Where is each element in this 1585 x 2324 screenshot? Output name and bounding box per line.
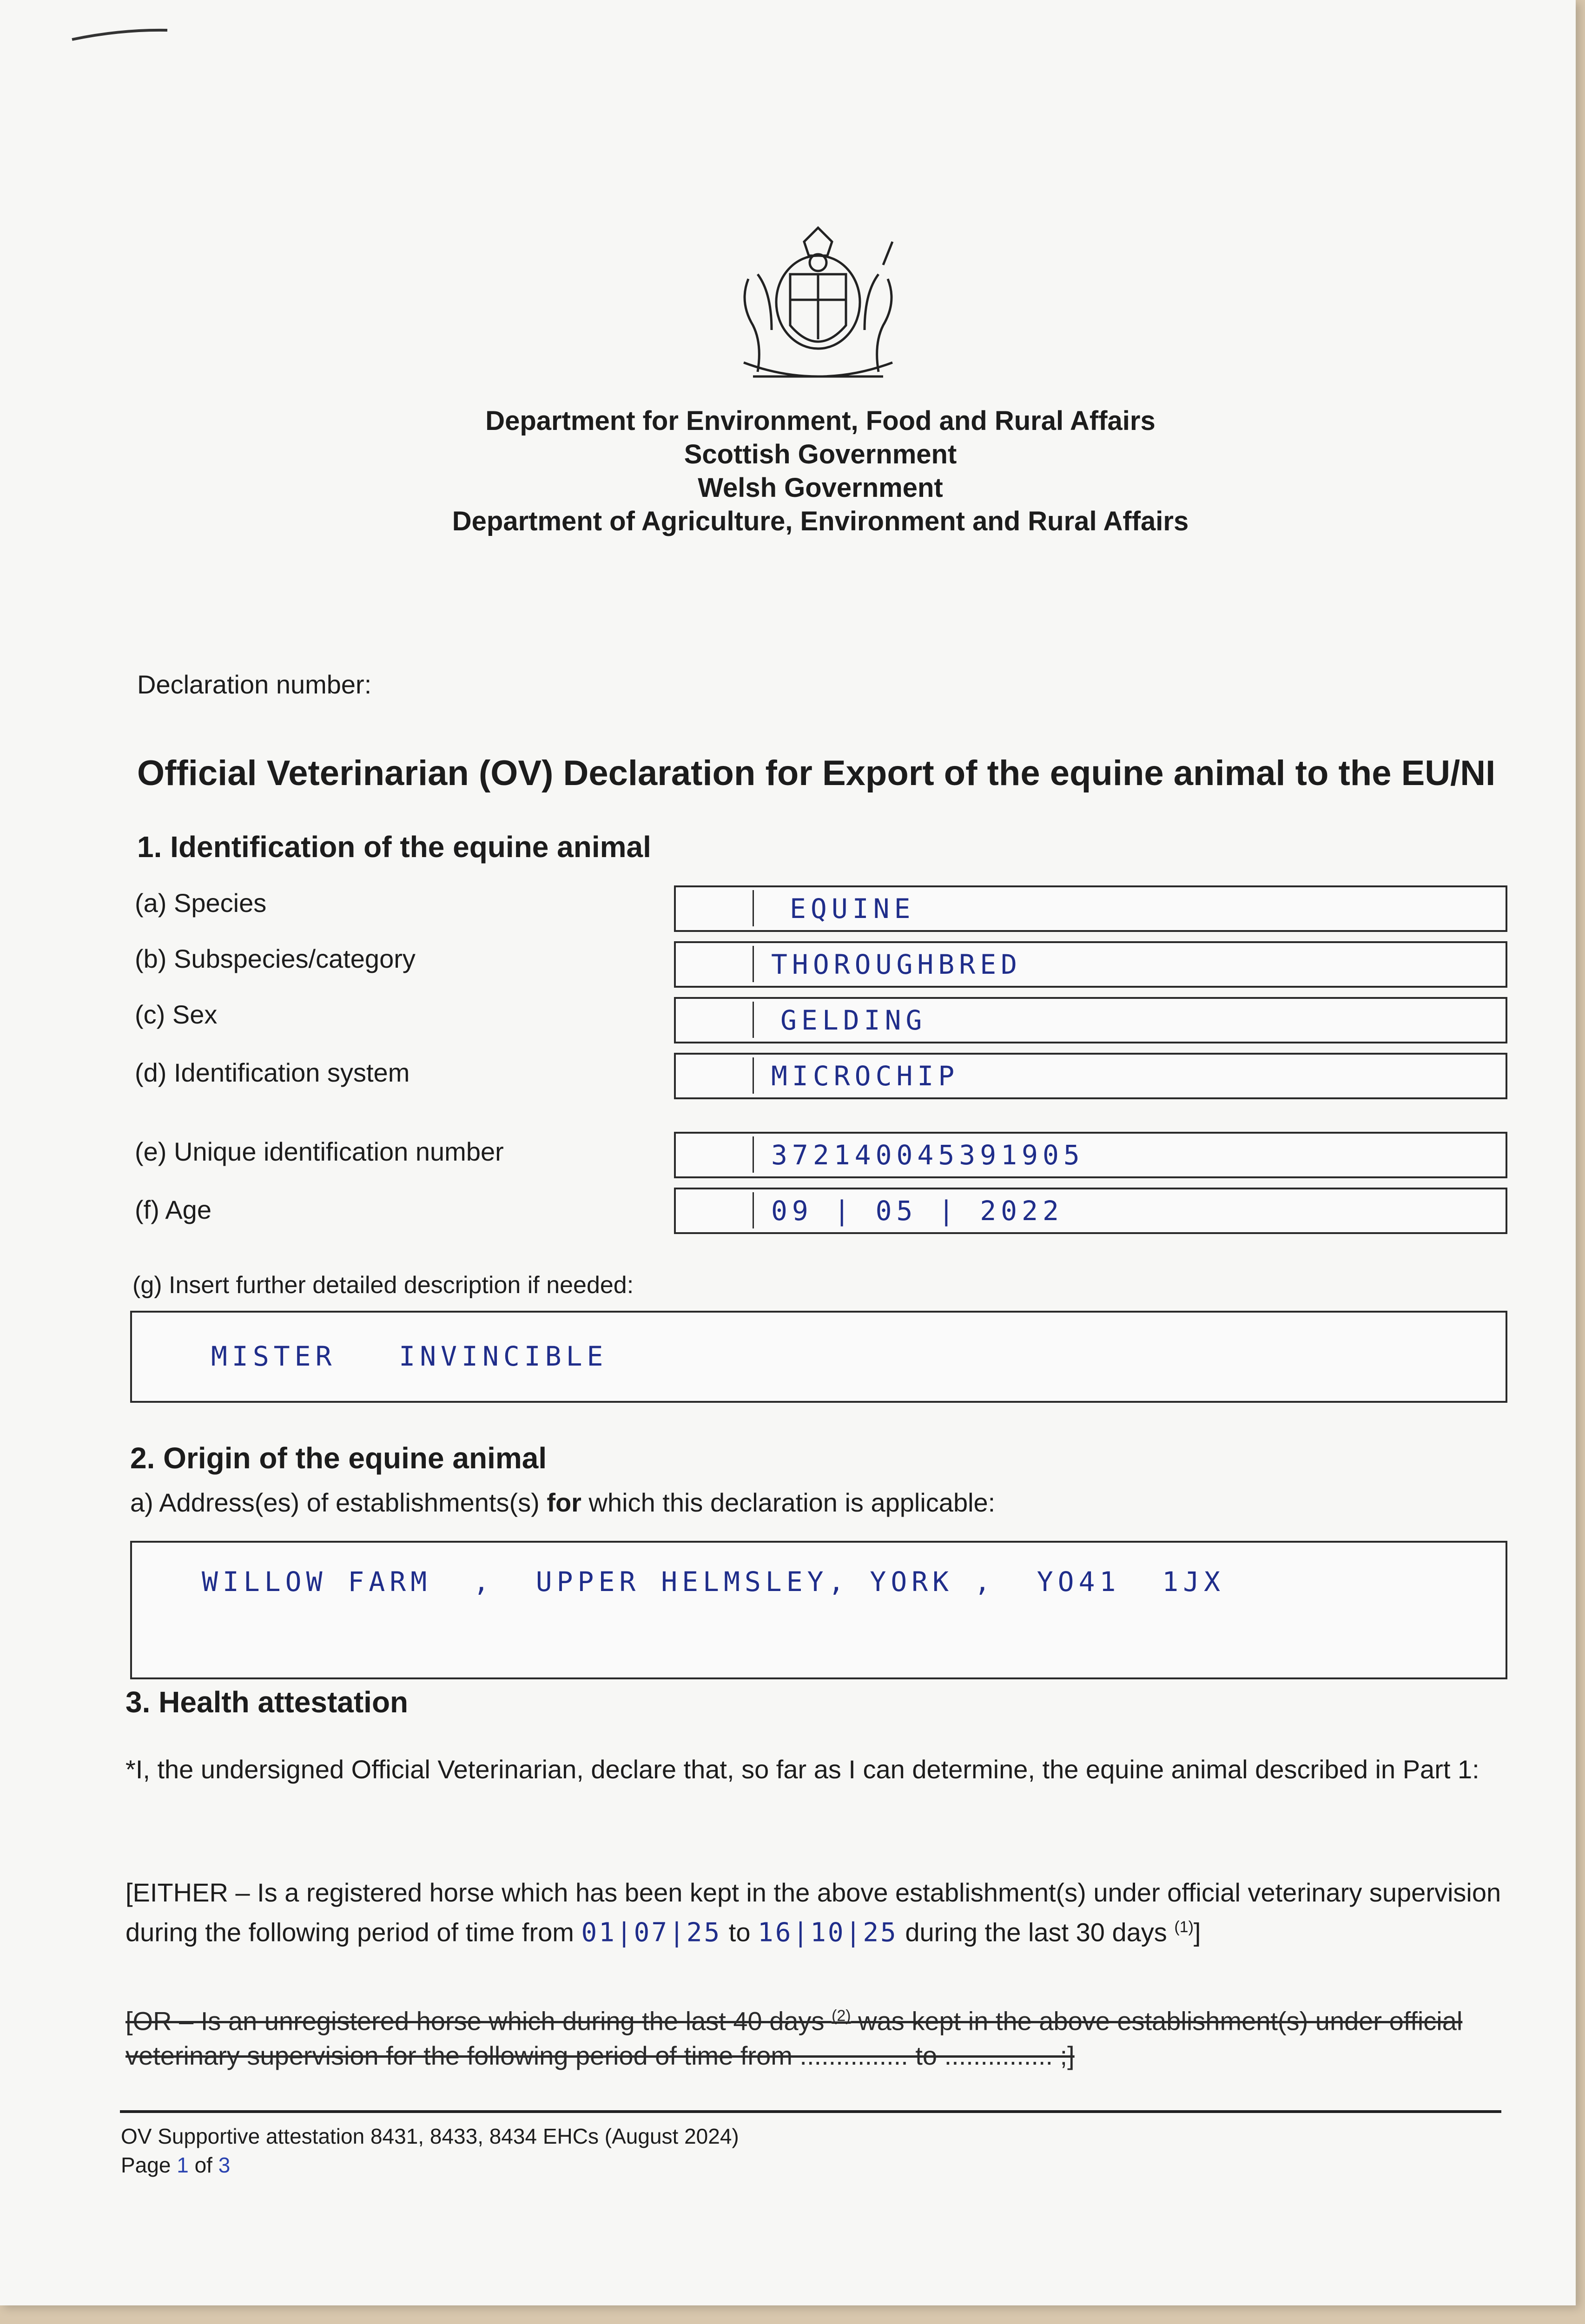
section3-heading: 3. Health attestation: [125, 1685, 409, 1719]
page-total: 3: [218, 2153, 231, 2177]
page-number: 1: [177, 2153, 189, 2177]
either-footnote: (1): [1174, 1918, 1194, 1936]
box-tick: [753, 890, 754, 926]
department-welsh: Welsh Government: [698, 473, 943, 503]
address-label-prefix: a) Address(es) of establishments(s): [130, 1488, 547, 1517]
declaration-number-label: Declaration number:: [137, 670, 372, 699]
footer-line1: OV Supportive attestation 8431, 8433, 8434 EHCs (August 2024): [121, 2124, 739, 2148]
or-footnote: (2): [832, 2007, 851, 2025]
value-subspecies: THOROUGHBRED: [771, 949, 1022, 980]
value-species: EQUINE: [790, 893, 915, 924]
footer-page: [121, 2151, 739, 2179]
value-unique-id: 372140045391905: [771, 1139, 1084, 1171]
either-text-1: [EITHER – Is a registered horse which has been kept in the above establishment(s) under official veterinary supervision during the following period of time from: [125, 1878, 1501, 1947]
field-label-id-system: (d) Identification system: [135, 1058, 410, 1087]
page-title: Official Veterinarian (OV) Declaration for Export of the equine animal to the EU/NI: [137, 753, 1496, 793]
box-tick: [753, 1002, 754, 1038]
field-box-subspecies[interactable]: [674, 941, 1507, 988]
royal-coat-of-arms-icon: [720, 223, 916, 400]
box-tick: [753, 1057, 754, 1094]
value-age: 09 | 05 | 2022: [771, 1195, 1063, 1227]
footer: [121, 2122, 739, 2179]
pen-stroke-mark: [70, 26, 172, 44]
either-close: ]: [1193, 1917, 1201, 1947]
or-clause-struck: [125, 1999, 1501, 2073]
or-text-2: was kept in the above establishment(s) under official veterinary supervision for the following period of time from ............... to ............... ;]: [125, 2006, 1463, 2070]
field-label-species: (a) Species: [135, 888, 267, 918]
field-box-id-system[interactable]: [674, 1053, 1507, 1099]
box-tick: [753, 1136, 754, 1173]
field-box-sex[interactable]: [674, 997, 1507, 1043]
health-intro: *I, the undersigned Official Veterinarian, declare that, so far as I can determine, the equine animal described in Part 1:: [125, 1755, 1479, 1784]
field-label-unique-id: (e) Unique identification number: [135, 1137, 504, 1166]
department-daera: Department of Agriculture, Environment and Rural Affairs: [452, 506, 1189, 536]
footer-rule: [120, 2110, 1501, 2113]
section2-heading: 2. Origin of the equine animal: [130, 1441, 547, 1475]
section1-heading: 1. Identification of the equine animal: [137, 830, 651, 864]
either-text-2: during the last 30 days: [898, 1917, 1175, 1947]
box-tick: [753, 1192, 754, 1228]
either-to-date: 16|10|25: [758, 1917, 898, 1948]
box-tick: [753, 946, 754, 982]
address-label: [130, 1487, 995, 1518]
either-clause: [125, 1875, 1501, 1950]
field-label-sex: (c) Sex: [135, 1000, 218, 1029]
department-scottish: Scottish Government: [684, 439, 957, 469]
address-box[interactable]: [130, 1541, 1507, 1679]
value-id-system: MICROCHIP: [771, 1060, 959, 1092]
either-to-word: to: [721, 1917, 758, 1947]
address-value: WILLOW FARM , UPPER HELMSLEY, YORK , YO41 1JX: [202, 1566, 1225, 1598]
department-list: [0, 404, 1585, 538]
or-text-1: [OR – Is an unregistered horse which during the last 40 days: [125, 2006, 832, 2036]
field-box-age[interactable]: [674, 1188, 1507, 1234]
further-description-value: MISTER INVINCIBLE: [211, 1340, 608, 1372]
further-description-box[interactable]: [130, 1311, 1507, 1403]
page-word: Page: [121, 2153, 177, 2177]
field-label-subspecies: (b) Subspecies/category: [135, 944, 416, 973]
field-box-species[interactable]: [674, 885, 1507, 932]
field-box-unique-id[interactable]: [674, 1132, 1507, 1178]
department-defra: Department for Environment, Food and Rural Affairs: [485, 406, 1156, 436]
of-word: of: [188, 2153, 218, 2177]
address-label-bold: for: [547, 1488, 581, 1517]
value-sex: GELDING: [780, 1004, 927, 1036]
address-label-suffix: which this declaration is applicable:: [581, 1488, 996, 1517]
field-label-age: (f) Age: [135, 1195, 211, 1224]
further-description-label: (g) Insert further detailed description if needed:: [132, 1272, 634, 1299]
either-from-date: 01|07|25: [581, 1917, 722, 1948]
